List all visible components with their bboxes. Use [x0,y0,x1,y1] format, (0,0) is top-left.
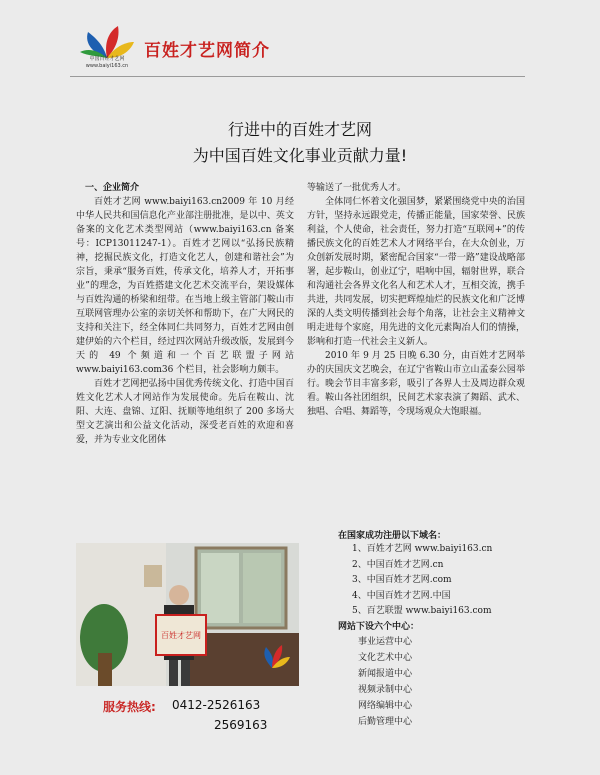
centers-title: 网站下设六个中心： [338,622,420,632]
center-list [358,634,412,730]
photo-sign-text: 百姓才艺网 [161,631,201,640]
section-heading: 一、企业简介 [85,183,140,193]
article-column-left [76,181,294,447]
list-item: 1、百姓才艺网 www.baiyi163.cn [352,544,493,554]
paragraph: 等输送了一批优秀人才。 [307,183,407,193]
domains-title: 在国家成功注册以下域名： [338,531,447,541]
page-header [70,20,530,80]
paragraph: 2010 年 9 月 25 日晚 6.30 分，由百姓才艺网举办的庆国庆文艺晚会，在辽宁省鞍山市立山孟泰公园举行。晚会节目丰富多彩，吸引了各界人士及周边群众观看。鞍山各社团组织，民间艺术家表演了舞蹈、武术、独唱、合唱、舞蹈等，令现场观众大饱眼福。 [307,351,525,417]
page-header-title: 百姓才艺网简介 [144,41,270,61]
headline-line-1: 行进中的百姓才艺网 [227,120,372,139]
headline-line-2: 为中国百姓文化事业贡献力量! [192,146,408,165]
paragraph: 百姓才艺网 www.baiyi163.cn2009 年 10 月经中华人民共和国信息化产业部注册批准，是以中、英文备案的文化艺术类型网站（www.baiyi163.cn 备案号：ICP13011247-1）。百姓才艺网以“弘扬民族精神，挖掘民族文化，打造文化艺人，创建和谐社会”为宗旨，秉承“服务百姓，传承文化，培养人才，开拓事业”的理念，为百姓搭建文化艺术交流平台，架设媒体与百姓沟通的桥梁和纽带。在当地上级主管部门鞍山市互联网管理办公室的亲切关怀和帮助下，在广大网民的支持和关注下，经全体同仁共同努力，百姓才艺网由创建伊始的六个栏目，经过四次网站升级改版，发展到今天的 49 个频道和一个百艺联盟子网站 www.baiyi163.com36 个栏目，社会影响力颇丰。 [76,197,294,375]
list-item: 视频录制中心 [358,685,413,695]
logo-caption-cn: 中国百姓才艺网 [89,56,125,62]
paragraph: 全体同仁怀着文化强国梦，紧紧围绕党中央的治国方针，坚持永远跟党走，传播正能量，国家荣誉、民族利益，个人使命，社会责任，努力打造“互联网+”的传播民族文化的百姓艺术人才网络平台，在大众创业，万众创新发展时期，紧密配合国家“一带一路”建设战略部署，起步鞍山，创业辽宁，唱响中国，辐射世界，联合和沟通社会各界文化名人和艺术人才，互相交流，携手共进，共同发展，切实把辉煌灿烂的民族文化和广泛博深的人类文明传播到社会每个角落，让社会主义精神文明走进每个家庭，用先进的文化元素陶冶人们的情操，影响和打造一代社会主义新人。 [307,197,525,347]
office-photo [76,543,299,686]
list-item: 后勤管理中心 [358,717,413,727]
hotline-number-2: 2569163 [214,718,268,732]
list-item: 4、中国百姓才艺网.中国 [352,590,451,601]
hotline-label: 服务热线: [103,700,156,714]
hotline-number-1: 0412-2526163 [172,698,261,712]
list-item: 新闻报道中心 [358,669,413,679]
logo-caption-url: www.baiyi163.cn [85,63,129,69]
list-item: 文化艺术中心 [358,653,413,663]
header-divider [70,76,525,77]
list-item: 网络编辑中心 [358,701,413,711]
logo-caption [70,56,144,70]
photo-illustration [76,543,299,686]
domain-list [352,542,492,620]
paragraph: 百姓才艺网把弘扬中国优秀传统文化、打造中国百姓文化艺术人才网站作为发展使命。先后在鞍山、沈阳、大连、盘锦、辽阳、抚顺等地组织了 200 多场大型文艺演出和公益文化活动，深受老百姓的欢迎和喜爱，并为专业文化团体 [76,379,294,445]
list-item: 3、中国百姓才艺网.com [352,575,452,585]
article-column-right [307,181,525,419]
list-item: 2、中国百姓才艺网.cn [352,559,444,570]
list-item: 事业运营中心 [358,637,413,647]
list-item: 5、百艺联盟 www.baiyi163.com [352,606,492,616]
